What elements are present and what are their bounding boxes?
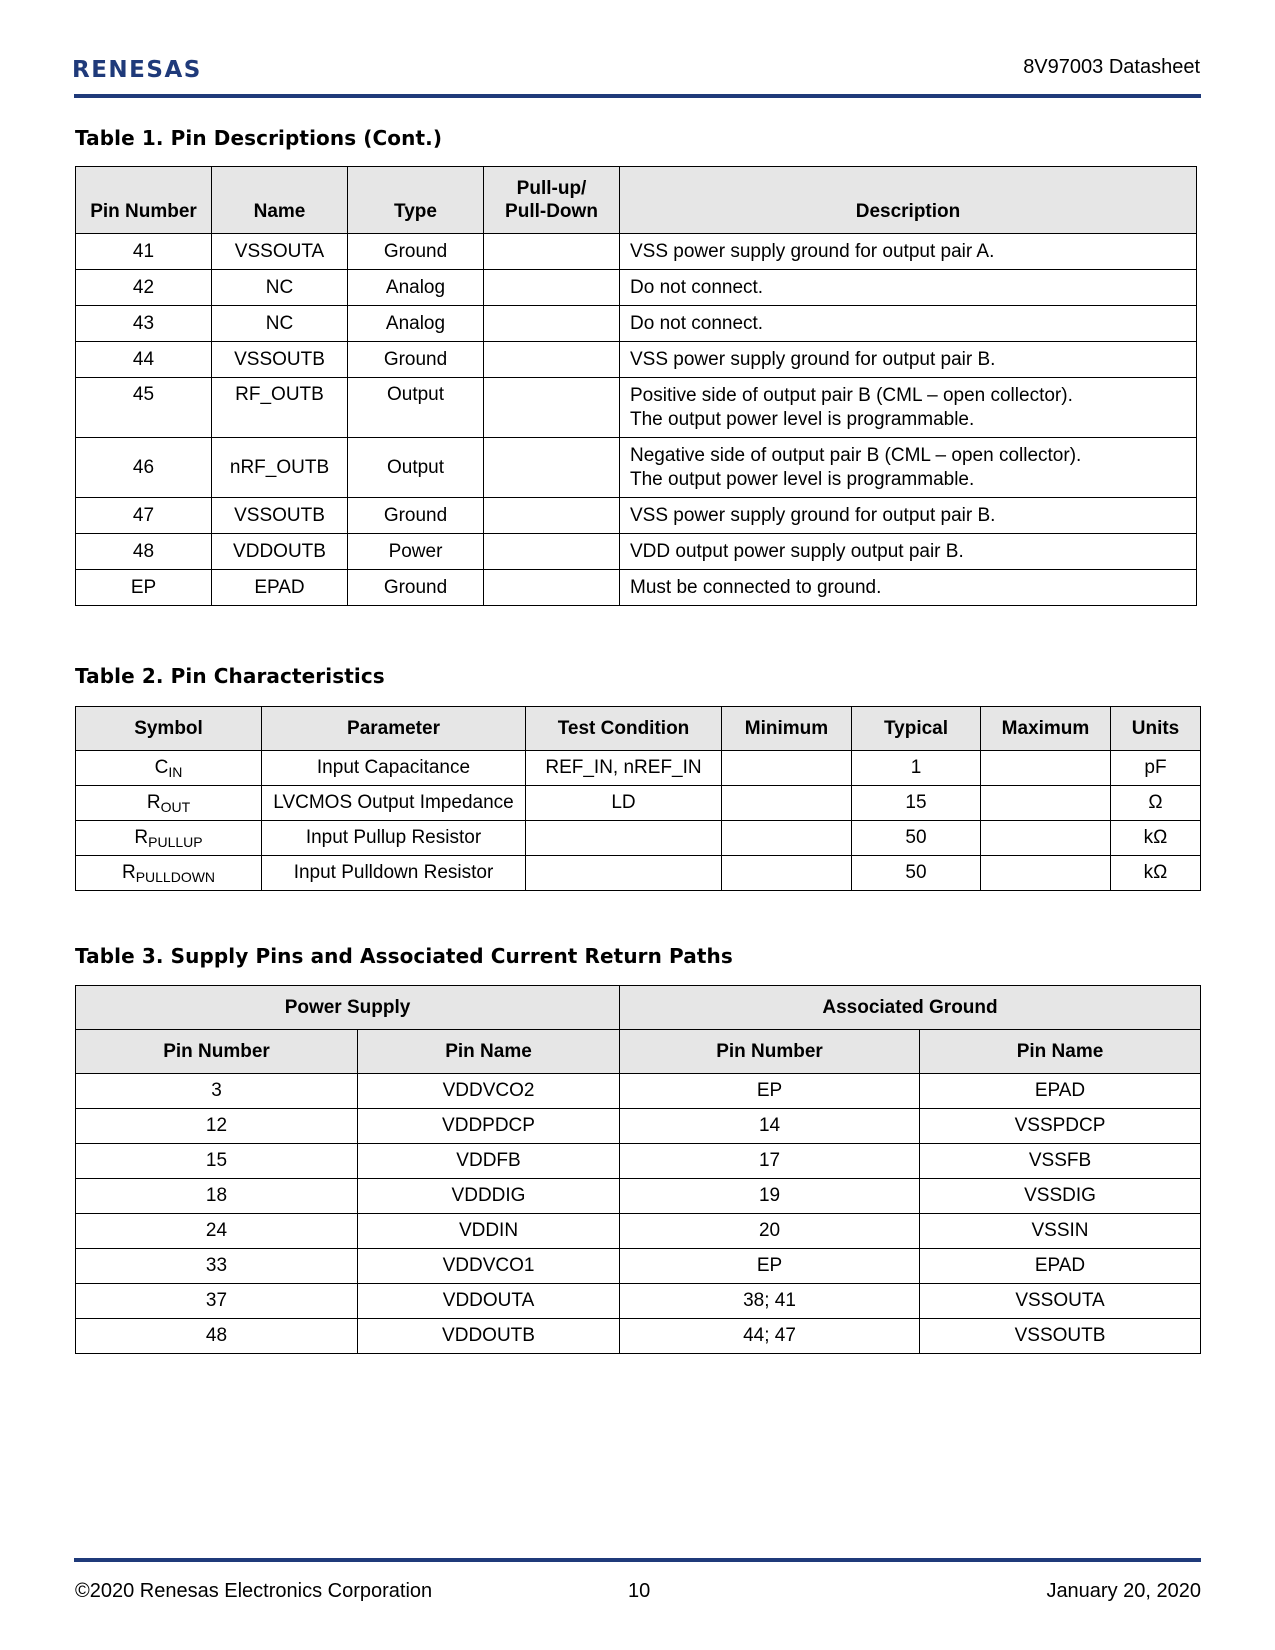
description-line: The output power level is programmable. (630, 408, 975, 430)
header-rule (74, 94, 1201, 98)
table3-caption: Table 3. Supply Pins and Associated Current Return Paths (75, 944, 733, 968)
renesas-logo (72, 55, 222, 81)
table2-row (76, 751, 1201, 786)
table1-header-type: Type (348, 167, 484, 234)
description-line: VDD output power supply output pair B. (630, 540, 964, 562)
supply-pin-number-cell: 3 (76, 1074, 358, 1109)
supply-pin-name-cell: VDDFB (358, 1144, 620, 1179)
ground-pin-name-cell: VSSPDCP (920, 1109, 1201, 1144)
type-cell: Power (348, 534, 484, 570)
ground-pin-number-cell: 17 (620, 1144, 920, 1179)
table1-header-pull-line1: Pull-up/ (516, 178, 587, 199)
footer-page-number: 10 (628, 1580, 651, 1602)
table3-row (76, 1214, 1201, 1249)
cond-cell (526, 821, 722, 856)
pull-cell (484, 534, 620, 570)
type-cell: Output (348, 378, 484, 438)
table2-caption: Table 2. Pin Characteristics (75, 664, 385, 688)
cond-cell (526, 856, 722, 891)
symbol-subscript: IN (168, 764, 183, 780)
type-cell: Ground (348, 498, 484, 534)
ground-pin-number-cell: EP (620, 1249, 920, 1284)
type-cell: Ground (348, 234, 484, 270)
name-cell: EPAD (212, 570, 348, 606)
ground-pin-name-cell: EPAD (920, 1074, 1201, 1109)
description-line: VSS power supply ground for output pair B. (630, 504, 996, 526)
supply-pin-name-cell: VDDOUTB (358, 1319, 620, 1354)
type-cell: Analog (348, 306, 484, 342)
min-cell (722, 856, 852, 891)
supply-pin-name-cell: VDDVCO2 (358, 1074, 620, 1109)
pin-descriptions-table (75, 166, 1197, 606)
ground-pin-number-cell: 14 (620, 1109, 920, 1144)
pull-cell (484, 498, 620, 534)
table2-header-symbol: Symbol (76, 707, 262, 751)
table2-row (76, 856, 1201, 891)
description-line: Do not connect. (630, 312, 764, 334)
supply-pin-number-cell: 37 (76, 1284, 358, 1319)
table2-header-row (76, 707, 1201, 751)
max-cell (981, 821, 1111, 856)
cond-cell: LD (526, 786, 722, 821)
min-cell (722, 751, 852, 786)
pin-number-cell: 42 (76, 270, 212, 306)
table2-row (76, 786, 1201, 821)
table3-row (76, 1319, 1201, 1354)
units-cell: kΩ (1111, 856, 1201, 891)
description-cell (620, 306, 1197, 342)
table2-header-parameter: Parameter (262, 707, 526, 751)
table3-row (76, 1249, 1201, 1284)
supply-pin-number-cell: 33 (76, 1249, 358, 1284)
supply-pin-number-cell: 48 (76, 1319, 358, 1354)
table1-caption: Table 1. Pin Descriptions (Cont.) (75, 126, 443, 150)
type-cell: Ground (348, 570, 484, 606)
ground-pin-number-cell: 20 (620, 1214, 920, 1249)
table1-header-name: Name (212, 167, 348, 234)
name-cell: RF_OUTB (212, 378, 348, 438)
pull-cell (484, 570, 620, 606)
max-cell (981, 751, 1111, 786)
description-line: Positive side of output pair B (CML – open collector). (630, 384, 1073, 406)
name-cell: VSSOUTA (212, 234, 348, 270)
description-cell (620, 438, 1197, 498)
units-cell: Ω (1111, 786, 1201, 821)
param-cell: Input Capacitance (262, 751, 526, 786)
table1-row (76, 378, 1197, 438)
table3-row (76, 1284, 1201, 1319)
pull-cell (484, 438, 620, 498)
supply-pin-name-cell: VDDDIG (358, 1179, 620, 1214)
name-cell: VDDOUTB (212, 534, 348, 570)
param-cell: LVCMOS Output Impedance (262, 786, 526, 821)
pull-cell (484, 270, 620, 306)
description-cell (620, 570, 1197, 606)
description-line: Do not connect. (630, 276, 764, 298)
supply-pin-number-cell: 15 (76, 1144, 358, 1179)
table2-header-units: Units (1111, 707, 1201, 751)
supply-pin-name-cell: VDDVCO1 (358, 1249, 620, 1284)
pull-cell (484, 342, 620, 378)
description-line: The output power level is programmable. (630, 468, 975, 490)
description-cell (620, 534, 1197, 570)
supply-pin-number-cell: 12 (76, 1109, 358, 1144)
param-cell: Input Pullup Resistor (262, 821, 526, 856)
pin-number-cell: 41 (76, 234, 212, 270)
max-cell (981, 786, 1111, 821)
pin-number-cell: 44 (76, 342, 212, 378)
symbol-cell (76, 786, 262, 821)
svg-text:RENESAS: RENESAS (72, 57, 202, 81)
ground-pin-name-cell: VSSDIG (920, 1179, 1201, 1214)
description-cell (620, 378, 1197, 438)
ground-pin-number-cell: 38; 41 (620, 1284, 920, 1319)
table3-header-supply-pin-number: Pin Number (76, 1030, 358, 1074)
footer-copyright: ©2020 Renesas Electronics Corporation (75, 1580, 433, 1602)
description-line: Negative side of output pair B (CML – open collector). (630, 444, 1082, 466)
description-cell (620, 342, 1197, 378)
table3-header-ground-pin-number: Pin Number (620, 1030, 920, 1074)
description-cell (620, 270, 1197, 306)
pin-number-cell: 46 (76, 438, 212, 498)
symbol-base: R (121, 862, 136, 883)
table1-row (76, 306, 1197, 342)
cond-cell: REF_IN, nREF_IN (526, 751, 722, 786)
table2-header-test-condition: Test Condition (526, 707, 722, 751)
table3-row (76, 1074, 1201, 1109)
table1-row (76, 270, 1197, 306)
table3-header-power-supply: Power Supply (76, 986, 620, 1030)
description-cell (620, 234, 1197, 270)
min-cell (722, 786, 852, 821)
description-line: VSS power supply ground for output pair A. (630, 240, 995, 262)
ground-pin-number-cell: 19 (620, 1179, 920, 1214)
table1-row (76, 234, 1197, 270)
symbol-cell (76, 856, 262, 891)
table1-row (76, 438, 1197, 498)
name-cell: VSSOUTB (212, 342, 348, 378)
param-cell: Input Pulldown Resistor (262, 856, 526, 891)
symbol-cell (76, 751, 262, 786)
table2-header-minimum: Minimum (722, 707, 852, 751)
typ-cell: 50 (852, 856, 981, 891)
typ-cell: 1 (852, 751, 981, 786)
pull-cell (484, 378, 620, 438)
table3-row (76, 1179, 1201, 1214)
symbol-subscript: OUT (160, 799, 191, 815)
pin-number-cell: 43 (76, 306, 212, 342)
table3-header-associated-ground: Associated Ground (620, 986, 1201, 1030)
table3-header-ground-pin-name: Pin Name (920, 1030, 1201, 1074)
type-cell: Analog (348, 270, 484, 306)
pin-number-cell: EP (76, 570, 212, 606)
table2-row (76, 821, 1201, 856)
supply-pin-number-cell: 18 (76, 1179, 358, 1214)
footer-date: January 20, 2020 (1046, 1580, 1201, 1602)
symbol-cell (76, 821, 262, 856)
ground-pin-name-cell: VSSIN (920, 1214, 1201, 1249)
units-cell: kΩ (1111, 821, 1201, 856)
symbol-base: R (146, 792, 161, 813)
table1-row (76, 498, 1197, 534)
table1-header-description: Description (620, 167, 1197, 234)
ground-pin-name-cell: VSSOUTB (920, 1319, 1201, 1354)
ground-pin-number-cell: EP (620, 1074, 920, 1109)
table3-row (76, 1109, 1201, 1144)
type-cell: Output (348, 438, 484, 498)
supply-pin-name-cell: VDDOUTA (358, 1284, 620, 1319)
table2-header-maximum: Maximum (981, 707, 1111, 751)
symbol-subscript: PULLDOWN (135, 869, 216, 885)
symbol-base: C (154, 757, 169, 778)
supply-pin-name-cell: VDDIN (358, 1214, 620, 1249)
ground-pin-number-cell: 44; 47 (620, 1319, 920, 1354)
pin-number-cell: 48 (76, 534, 212, 570)
min-cell (722, 821, 852, 856)
ground-pin-name-cell: VSSFB (920, 1144, 1201, 1179)
type-cell: Ground (348, 342, 484, 378)
pin-characteristics-table (75, 706, 1201, 891)
table1-header-pull (484, 167, 620, 234)
ground-pin-name-cell: EPAD (920, 1249, 1201, 1284)
table1-header-pin-number: Pin Number (76, 167, 212, 234)
table3-header-row (76, 1030, 1201, 1074)
table1-row (76, 534, 1197, 570)
description-line: VSS power supply ground for output pair B. (630, 348, 996, 370)
pull-cell (484, 306, 620, 342)
supply-pins-table (75, 985, 1201, 1354)
max-cell (981, 856, 1111, 891)
table1-header-row (76, 167, 1197, 234)
table1-header-pull-line2: Pull-Down (505, 201, 598, 222)
table3-group-header-row (76, 986, 1201, 1030)
symbol-subscript: PULLUP (148, 834, 203, 850)
footer-rule (74, 1558, 1201, 1562)
ground-pin-name-cell: VSSOUTA (920, 1284, 1201, 1319)
supply-pin-name-cell: VDDPDCP (358, 1109, 620, 1144)
table3-header-supply-pin-name: Pin Name (358, 1030, 620, 1074)
name-cell: VSSOUTB (212, 498, 348, 534)
name-cell: NC (212, 306, 348, 342)
description-line: Must be connected to ground. (630, 576, 882, 598)
document-title: 8V97003 Datasheet (1023, 56, 1200, 78)
units-cell: pF (1111, 751, 1201, 786)
typ-cell: 15 (852, 786, 981, 821)
typ-cell: 50 (852, 821, 981, 856)
name-cell: NC (212, 270, 348, 306)
table1-row (76, 342, 1197, 378)
pin-number-cell: 47 (76, 498, 212, 534)
name-cell: nRF_OUTB (212, 438, 348, 498)
table3-row (76, 1144, 1201, 1179)
description-cell (620, 498, 1197, 534)
symbol-base: R (134, 827, 149, 848)
pin-number-cell: 45 (76, 378, 212, 438)
table2-header-typical: Typical (852, 707, 981, 751)
supply-pin-number-cell: 24 (76, 1214, 358, 1249)
table1-row (76, 570, 1197, 606)
pull-cell (484, 234, 620, 270)
